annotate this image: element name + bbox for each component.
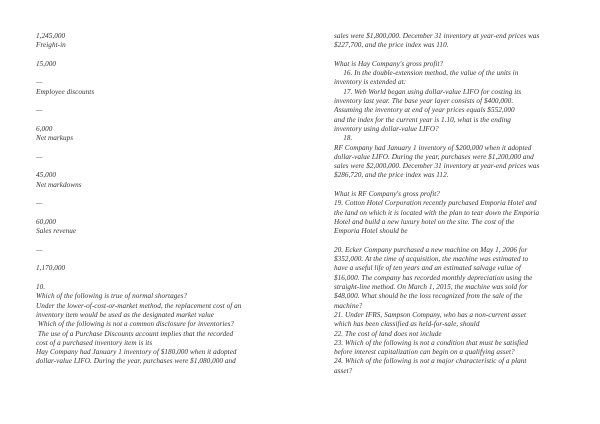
text-line: Assuming the inventory at end of year prices equals $552,000 — [334, 106, 515, 115]
text-line: $352,000. At the time of acquisition, the machine was estimated to — [334, 255, 529, 264]
text-line — [36, 209, 276, 218]
text-line: 15,000 — [36, 59, 57, 68]
text-line: inventory item would be used as the designated market value — [36, 310, 215, 319]
text-line: machine? — [334, 301, 363, 310]
text-line: What is RF Company's gross profit? — [334, 190, 440, 199]
text-line: 19. Cotton Hotel Corporation recently purchased Emporia Hotel and — [334, 199, 537, 208]
text-line: Which of the following is not a common disclosure for inventories? — [36, 320, 235, 329]
text-line: RF Company had January 1 inventory of $200,000 when it adopted — [334, 143, 532, 152]
text-line: have a useful life of ten years and an estimated salvage value of — [334, 264, 521, 273]
text-line — [36, 51, 276, 60]
text-line: Emporia Hotel should be — [334, 227, 408, 236]
text-line: Which of the following is true of normal shortages? — [36, 292, 188, 301]
text-line: The use of a Purchase Discounts account implies that the recorded — [36, 329, 234, 338]
text-line: Hotel and build a new luxury hotel on the site. The cost of the — [334, 217, 515, 226]
text-line: dollar-value LIFO. During the year, purchases were $1,080,000 and — [36, 357, 236, 366]
text-line: the land on which it is located with the plan to tear down the Emporia — [334, 208, 540, 217]
right-column — [334, 32, 580, 376]
text-line: which has been classified as held-for-sale, should — [334, 320, 480, 329]
text-line: Freight-in — [36, 41, 66, 50]
text-line: dollar-value LIFO. During the year, purchases were $1,200,000 and — [334, 152, 534, 161]
text-line: 24. Which of the following is not a major characteristic of a plant — [334, 357, 527, 366]
text-line: 45,000 — [36, 171, 57, 180]
text-line: — — [36, 245, 43, 254]
text-line: 20. Ecker Company purchased a new machine on May 1, 2006 for — [334, 245, 528, 254]
text-line — [36, 97, 276, 106]
text-line: 21. Under IFRS, Sampson Company, who has a non-current asset — [334, 310, 526, 319]
text-line: 18. — [334, 134, 353, 143]
text-line: inventory using dollar-value LIFO? — [334, 124, 439, 133]
text-line — [36, 237, 276, 246]
text-line — [36, 162, 276, 171]
text-line — [36, 274, 276, 283]
text-line: $16,000. The company has recorded monthly depreciation using the — [334, 273, 533, 282]
text-line: 10. — [36, 283, 46, 292]
text-line: — — [36, 152, 43, 161]
text-line: sales were $1,800,000. December 31 inventory at year-end prices was — [334, 32, 540, 40]
text-line: 60,000 — [36, 217, 57, 226]
text-line: 22. The cost of land does not include — [334, 329, 442, 338]
text-line: $286,720, and the price index was 112. — [334, 171, 449, 180]
text-line: Employee discounts — [36, 87, 95, 96]
text-line: straight-line method. On March 1, 2015, the machine was sold for — [334, 283, 528, 292]
text-line: 1,170,000 — [36, 264, 66, 273]
text-line: Under the lower-of-cost-or-market method, the replacement cost of an — [36, 301, 242, 310]
text-line: What is Hay Company's gross profit? — [334, 59, 444, 68]
text-line: cost of a purchased inventory item is its — [36, 338, 153, 347]
text-line — [334, 237, 580, 246]
text-line: Hay Company had January 1 inventory of $180,000 when it adopted — [36, 348, 237, 357]
text-line: 16. In the double-extension method, the value of the units in — [334, 69, 519, 78]
text-line: — — [36, 106, 43, 115]
text-line: — — [36, 199, 43, 208]
text-line — [334, 181, 580, 190]
text-line: 1,245,000 — [36, 32, 66, 40]
text-line: sales were $2,000,000. December 31 inventory at year-end prices was — [334, 162, 540, 171]
text-line — [36, 69, 276, 78]
text-line: Net markdowns — [36, 180, 82, 189]
text-line: $48,000. What should be the loss recognized from the sale of the — [334, 292, 523, 301]
text-line: 6,000 — [36, 124, 53, 133]
text-line: 17. Web World began using dollar-value LIFO for costing its — [334, 87, 522, 96]
left-column — [36, 32, 276, 367]
text-line: Sales revenue — [36, 227, 77, 236]
text-line: asset? — [334, 366, 353, 375]
text-line: 23. Which of the following is not a condition that must be satisfied — [334, 338, 529, 347]
text-line — [36, 255, 276, 264]
text-line: — — [36, 78, 43, 87]
text-line — [36, 190, 276, 199]
text-line — [36, 116, 276, 125]
text-line — [334, 51, 580, 60]
text-line: and the index for the current year is 1.10, what is the ending — [334, 115, 511, 124]
text-line: inventory last year. The base year layer consists of $400,000. — [334, 97, 514, 106]
text-line: inventory is extended at: — [334, 78, 407, 87]
text-line — [36, 144, 276, 153]
text-line: $227,700, and the price index was 110. — [334, 41, 449, 50]
text-line: Net markups — [36, 134, 74, 143]
text-line: before interest capitalization can begin on a qualifying asset? — [334, 348, 515, 357]
